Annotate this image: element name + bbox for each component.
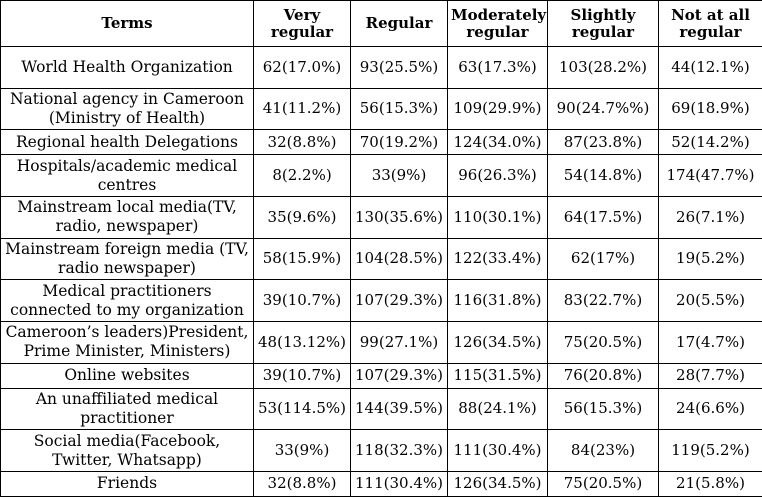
- value-cell: 32(8.8%): [254, 471, 351, 496]
- value-cell: 119(5.2%): [659, 430, 762, 472]
- table-row: [1, 47, 762, 89]
- value-cell: 48(13.12%): [254, 321, 351, 363]
- table-row: [1, 155, 762, 197]
- term-cell: Online websites: [1, 363, 254, 388]
- value-cell: 90(24.7%%): [548, 88, 659, 130]
- table-row: [1, 88, 762, 130]
- value-cell: 76(20.8%): [548, 363, 659, 388]
- value-cell: 110(30.1%): [448, 196, 548, 238]
- value-cell: 44(12.1%): [659, 47, 762, 89]
- term-cell: An unaffiliated medical practitioner: [1, 388, 254, 430]
- value-cell: 56(15.3%): [351, 88, 448, 130]
- value-cell: 17(4.7%): [659, 321, 762, 363]
- value-cell: 56(15.3%): [548, 388, 659, 430]
- header-very-regular: Very regular: [254, 1, 351, 47]
- value-cell: 84(23%): [548, 430, 659, 472]
- value-cell: 19(5.2%): [659, 238, 762, 280]
- header-not-at-all-regular: Not at all regular: [659, 1, 762, 47]
- term-cell: National agency in Cameroon (Ministry of Health): [1, 88, 254, 130]
- value-cell: 32(8.8%): [254, 130, 351, 155]
- value-cell: 144(39.5%): [351, 388, 448, 430]
- header-regular: Regular: [351, 1, 448, 47]
- header-moderately-regular: Moderately regular: [448, 1, 548, 47]
- value-cell: 174(47.7%): [659, 155, 762, 197]
- term-cell: Friends: [1, 471, 254, 496]
- value-cell: 126(34.5%): [448, 471, 548, 496]
- table-row: [1, 321, 762, 363]
- value-cell: 62(17%): [548, 238, 659, 280]
- value-cell: 28(7.7%): [659, 363, 762, 388]
- header-terms: Terms: [1, 1, 254, 47]
- value-cell: 33(9%): [254, 430, 351, 472]
- table-row: [1, 471, 762, 496]
- value-cell: 52(14.2%): [659, 130, 762, 155]
- term-cell: World Health Organization: [1, 47, 254, 89]
- value-cell: 39(10.7%): [254, 363, 351, 388]
- value-cell: 54(14.8%): [548, 155, 659, 197]
- value-cell: 64(17.5%): [548, 196, 659, 238]
- table-row: [1, 430, 762, 472]
- table-row: [1, 238, 762, 280]
- value-cell: 99(27.1%): [351, 321, 448, 363]
- term-cell: Mainstream local media(TV, radio, newspaper): [1, 196, 254, 238]
- value-cell: 33(9%): [351, 155, 448, 197]
- value-cell: 8(2.2%): [254, 155, 351, 197]
- table-row: [1, 363, 762, 388]
- value-cell: 111(30.4%): [448, 430, 548, 472]
- table-row: [1, 280, 762, 322]
- value-cell: 70(19.2%): [351, 130, 448, 155]
- table-row: [1, 388, 762, 430]
- value-cell: 115(31.5%): [448, 363, 548, 388]
- value-cell: 24(6.6%): [659, 388, 762, 430]
- value-cell: 116(31.8%): [448, 280, 548, 322]
- value-cell: 109(29.9%): [448, 88, 548, 130]
- value-cell: 75(20.5%): [548, 471, 659, 496]
- term-cell: Regional health Delegations: [1, 130, 254, 155]
- value-cell: 107(29.3%): [351, 363, 448, 388]
- value-cell: 122(33.4%): [448, 238, 548, 280]
- term-cell: Social media(Facebook, Twitter, Whatsapp): [1, 430, 254, 472]
- value-cell: 107(29.3%): [351, 280, 448, 322]
- value-cell: 103(28.2%): [548, 47, 659, 89]
- value-cell: 126(34.5%): [448, 321, 548, 363]
- value-cell: 124(34.0%): [448, 130, 548, 155]
- value-cell: 83(22.7%): [548, 280, 659, 322]
- value-cell: 118(32.3%): [351, 430, 448, 472]
- value-cell: 130(35.6%): [351, 196, 448, 238]
- value-cell: 20(5.5%): [659, 280, 762, 322]
- term-cell: Cameroon’s leaders)President, Prime Minister, Ministers): [1, 321, 254, 363]
- header-slightly-regular: Slightly regular: [548, 1, 659, 47]
- value-cell: 96(26.3%): [448, 155, 548, 197]
- value-cell: 21(5.8%): [659, 471, 762, 496]
- value-cell: 75(20.5%): [548, 321, 659, 363]
- value-cell: 58(15.9%): [254, 238, 351, 280]
- value-cell: 41(11.2%): [254, 88, 351, 130]
- value-cell: 39(10.7%): [254, 280, 351, 322]
- value-cell: 87(23.8%): [548, 130, 659, 155]
- value-cell: 53(114.5%): [254, 388, 351, 430]
- value-cell: 93(25.5%): [351, 47, 448, 89]
- value-cell: 88(24.1%): [448, 388, 548, 430]
- term-cell: Medical practitioners connected to my organization: [1, 280, 254, 322]
- value-cell: 35(9.6%): [254, 196, 351, 238]
- table-row: [1, 196, 762, 238]
- value-cell: 104(28.5%): [351, 238, 448, 280]
- term-cell: Hospitals/academic medical centres: [1, 155, 254, 197]
- table-row: [1, 130, 762, 155]
- value-cell: 62(17.0%): [254, 47, 351, 89]
- value-cell: 111(30.4%): [351, 471, 448, 496]
- term-cell: Mainstream foreign media (TV, radio newspaper): [1, 238, 254, 280]
- value-cell: 63(17.3%): [448, 47, 548, 89]
- value-cell: 26(7.1%): [659, 196, 762, 238]
- value-cell: 69(18.9%): [659, 88, 762, 130]
- header-row: [1, 1, 762, 47]
